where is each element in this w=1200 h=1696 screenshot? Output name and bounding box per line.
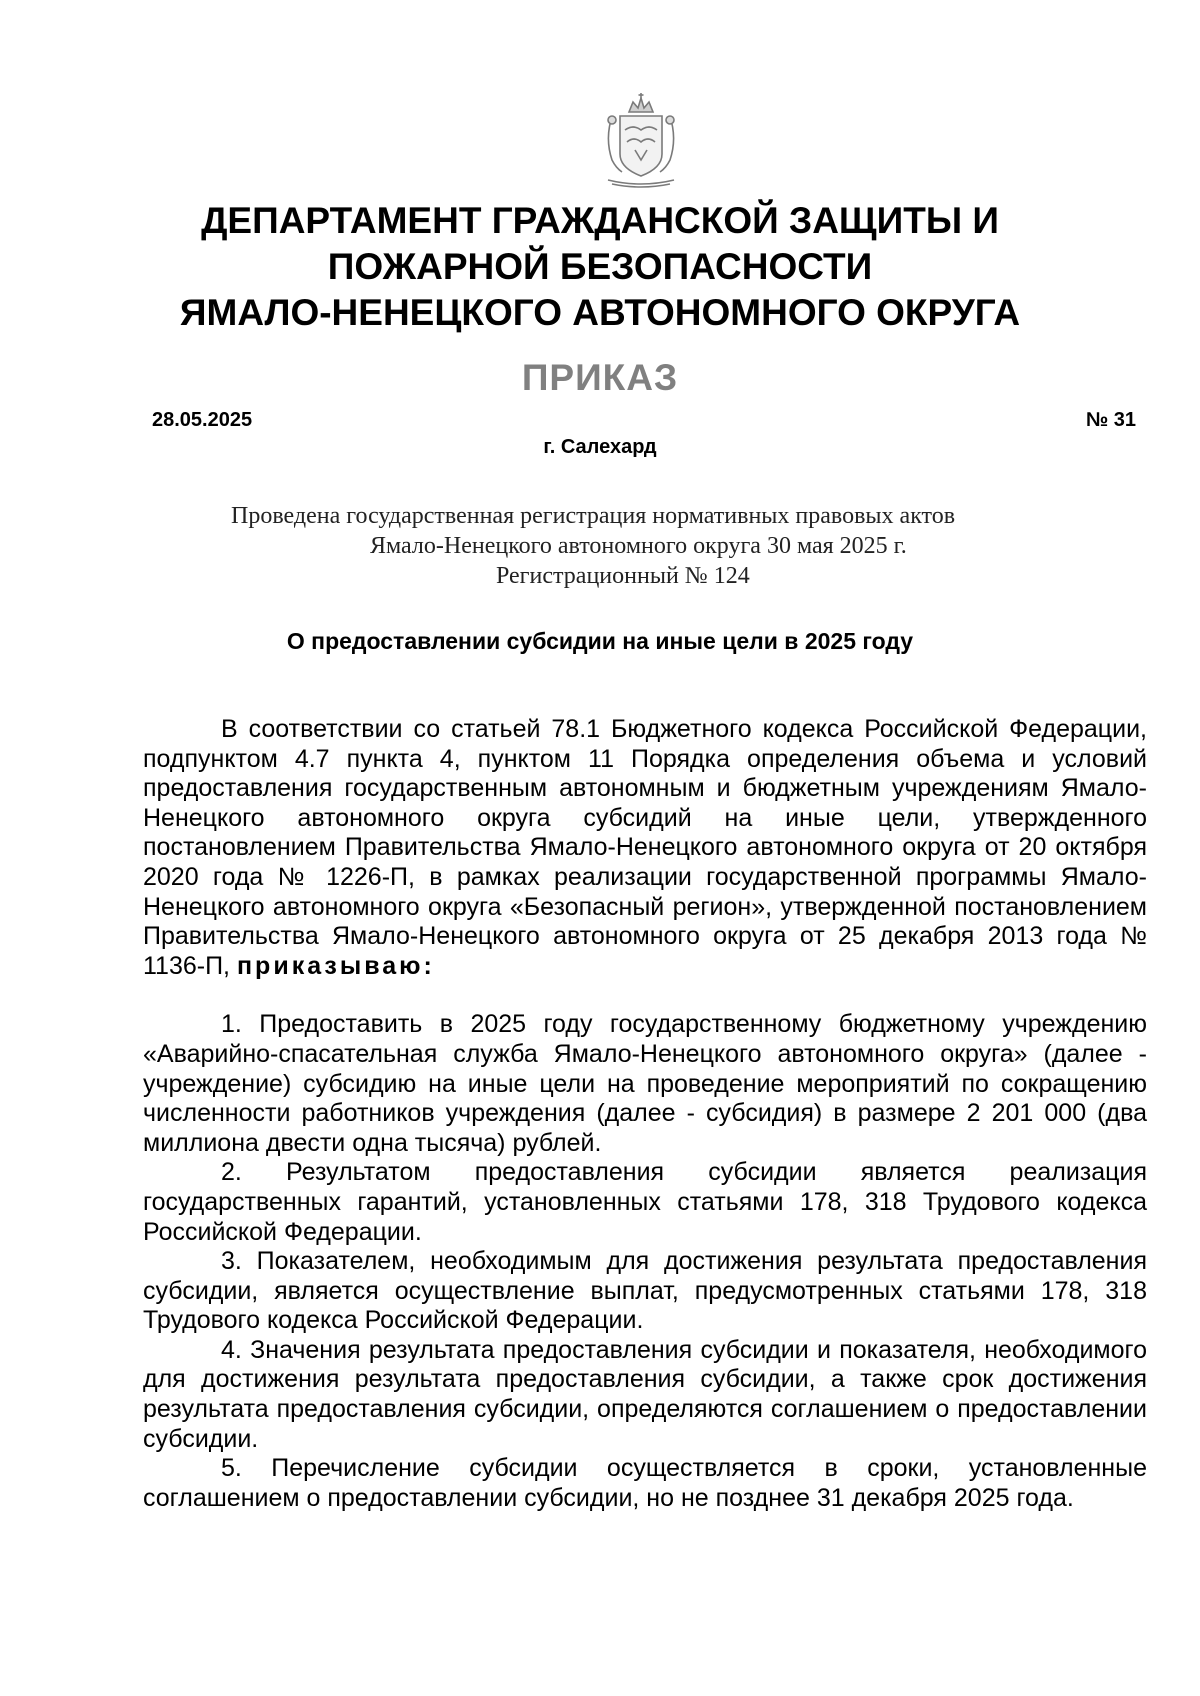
order-item: 3. Показателем, необходимым для достижения результата предоставления субсидии, является осуществление выплат, предусмотренных статьями 178, 318 Трудового кодекса Российской Федерации.	[143, 1247, 1147, 1335]
department-title-line: ДЕПАРТАМЕНТ ГРАЖДАНСКОЙ ЗАЩИТЫ И	[201, 200, 999, 241]
order-item: 2. Результатом предоставления субсидии является реализация государственных гарантий, установленных статьями 178, 318 Трудового кодекса Российской Федерации.	[143, 1158, 1147, 1246]
preamble-text: В соответствии со статьей 78.1 Бюджетного кодекса Российской Федерации, подпунктом 4.7 пункта 4, пунктом 11 Порядка определения объема и условий предоставления государственным автономным и бюджетным учреждениям Ямало-Ненецкого автономного округа субсидий на иные цели, утвержденного постановлением Правительства Ямало-Ненецкого автономного округа от 20 октября 2020 года № 1226-П, в рамках реализации государственной программы Ямало-Ненецкого автономного округа «Безопасный регион», утвержденной постановлением Правительства Ямало-Ненецкого автономного округа от 25 декабря 2013 года № 1136-П,	[143, 715, 1147, 980]
order-number: № 31	[1085, 409, 1136, 431]
order-keyword: приказываю:	[236, 951, 435, 980]
order-item: 4. Значения результата предоставления субсидии и показателя, необходимого для достижения результата предоставления субсидии, а также срок достижения результата предоставления субсидии, определяются соглашением о предоставлении субсидии.	[143, 1335, 1147, 1453]
registration-stamp	[200, 501, 1100, 591]
order-body	[143, 715, 1147, 1513]
registration-line: Регистрационный № 124	[496, 563, 750, 589]
order-subject: О предоставлении субсидии на иные цели в 2025 году	[286, 628, 914, 654]
order-item: 1. Предоставить в 2025 году государственному бюджетному учреждению «Аварийно-спасательная служба Ямало-Ненецкого автономного округа» (далее - учреждение) субсидию на иные цели на проведение мероприятий по сокращению численности работников учреждения (далее - субсидия) в размере 2 201 000 (два миллиона двести одна тысяча) рублей.	[143, 1010, 1147, 1157]
registration-line: Ямало-Ненецкого автономного округа 30 мая 2025 г.	[370, 533, 907, 559]
document-type: ПРИКАЗ	[521, 357, 679, 398]
preamble-paragraph	[143, 715, 1147, 981]
coat-of-arms-icon	[602, 90, 680, 190]
order-item: 5. Перечисление субсидии осуществляется в сроки, установленные соглашением о предоставлении субсидии, но не позднее 31 декабря 2025 года.	[143, 1454, 1147, 1512]
department-title	[100, 198, 1100, 336]
order-date: 28.05.2025	[152, 409, 253, 431]
department-title-line: ЯМАЛО-НЕНЕЦКОГО АВТОНОМНОГО ОКРУГА	[179, 292, 1021, 333]
order-city: г. Салехард	[543, 436, 657, 458]
registration-line: Проведена государственная регистрация нормативных правовых актов	[231, 503, 956, 529]
department-title-line: ПОЖАРНОЙ БЕЗОПАСНОСТИ	[327, 246, 873, 287]
